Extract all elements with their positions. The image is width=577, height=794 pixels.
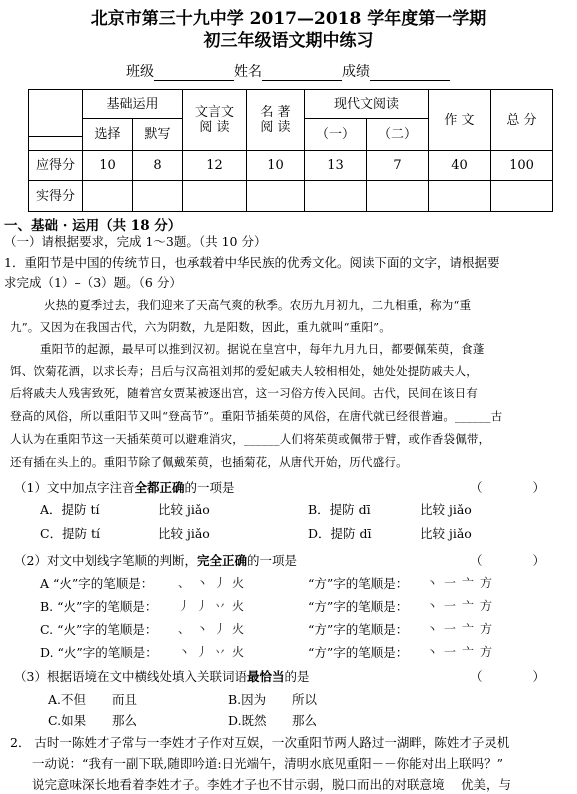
answer-bracket[interactable]: （ ） bbox=[470, 553, 546, 568]
got-cell[interactable] bbox=[491, 181, 553, 212]
option-d-fang-label: “方”字的笔顺是： bbox=[308, 645, 409, 660]
option-a-fang-label: “方”字的笔顺是： bbox=[308, 576, 409, 591]
option-c-2: 比较 jiǎo bbox=[158, 526, 210, 541]
option-c[interactable]: C. “火”字的笔顺是： bbox=[40, 622, 158, 637]
due-cell: 10 bbox=[83, 151, 133, 181]
header-famous: 名 著 阅 读 bbox=[247, 90, 305, 151]
q1-2-stem: （2）对文中划线字笔顺的判断，完全正确的一项是 bbox=[14, 553, 297, 568]
table-corner bbox=[29, 90, 83, 137]
got-cell[interactable] bbox=[133, 181, 183, 212]
q1-stem-line1: 1．重阳节是中国的传统节日，也承载着中华民族的优秀文化。阅读下面的文字，请根据要 bbox=[4, 255, 500, 270]
subsection-heading: （一）请根据要求，完成 1～3题。（共 10 分） bbox=[4, 234, 267, 249]
option-a-2: 比较 jiǎo bbox=[158, 502, 210, 517]
due-cell: 12 bbox=[183, 151, 247, 181]
option-a[interactable]: A.不但 bbox=[48, 692, 87, 707]
option-b-2: 比较 jiǎo bbox=[420, 502, 472, 517]
stroke-order-fire: 丶丿丷火 bbox=[178, 645, 251, 659]
got-cell[interactable] bbox=[183, 181, 247, 212]
passage-line: 饵、饮菊花酒，以求长寿；吕后与汉高祖刘邦的爱妃戚夫人较相相处，她处处提防戚夫人， bbox=[10, 364, 478, 378]
option-a[interactable]: A “火”字的笔顺是： bbox=[40, 576, 154, 591]
row-got-label: 实得分 bbox=[29, 181, 83, 212]
stroke-order-fire: 丿丿丷火 bbox=[178, 599, 251, 613]
due-cell: 13 bbox=[305, 151, 367, 181]
header-total: 总 分 bbox=[491, 90, 553, 151]
header-classical: 文言文 阅 读 bbox=[183, 90, 247, 151]
option-b[interactable]: B．提防 dī bbox=[308, 502, 371, 517]
option-d-2: 那么 bbox=[292, 713, 318, 728]
header-dictation: 默写 bbox=[133, 119, 183, 151]
passage-line: 登高的风俗，所以重阳节又叫“登高节”。重阳节插茱萸的风俗，在唐代就已经很普遍。______古 bbox=[10, 409, 503, 423]
q1-1-stem: （1）文中加点字注音全都正确的一项是 bbox=[14, 480, 235, 495]
name-field[interactable] bbox=[262, 65, 342, 81]
q2-line: 一动说：“我有一副下联,随即吟道:日光端午，清明水底见重阳－－你能对出上联吗？” bbox=[32, 756, 503, 771]
due-cell: 10 bbox=[247, 151, 305, 181]
option-b[interactable]: B. “火”字的笔顺是： bbox=[40, 599, 158, 614]
passage-line: 火热的夏季过去，我们迎来了天高气爽的秋季。农历九月初九，二九相重，称为“重 bbox=[44, 298, 472, 312]
row-due-label: 应得分 bbox=[29, 151, 83, 181]
header-essay: 作 文 bbox=[429, 90, 491, 151]
got-cell[interactable] bbox=[429, 181, 491, 212]
stroke-order-fire: 、丶丿火 bbox=[178, 576, 251, 590]
header-modern-1: （一） bbox=[305, 119, 367, 151]
due-cell: 7 bbox=[367, 151, 429, 181]
info-line bbox=[126, 61, 450, 81]
got-cell[interactable] bbox=[305, 181, 367, 212]
due-cell: 40 bbox=[429, 151, 491, 181]
passage-line: 人认为在重阳节这一天插茱萸可以避难消灾，______人们将茱萸或佩带于臂，或作香袋佩带， bbox=[10, 432, 491, 446]
passage-line: 九”。又因为在我国古代，六为阴数，九是阳数，因此，重九就叫“重阳”。 bbox=[10, 320, 391, 334]
option-d[interactable]: D．提防 dī bbox=[308, 526, 372, 541]
option-c-2: 那么 bbox=[112, 713, 138, 728]
q2-line: 说完意味深长地看着李姓才子。李姓才子也不甘示弱，脱口而出的对联意境 优美，与 bbox=[32, 777, 511, 792]
class-field[interactable] bbox=[154, 65, 234, 81]
option-d[interactable]: D.既然 bbox=[228, 713, 267, 728]
option-c[interactable]: C．提防 tí bbox=[40, 526, 101, 541]
q2-line: 2． 古时一陈姓才子常与一李姓才子作对互娱，一次重阳节两人路过一湖畔，陈姓才子灵机 bbox=[10, 735, 510, 750]
passage-line: 还有插在头上的。重阳节除了佩戴茱萸，也插菊花，从唐代开始，历代盛行。 bbox=[10, 455, 408, 469]
passage-line: 后将戚夫人残害致死，随着宫女贾某被逐出宫，这一习俗方传入民间。古代，民间在该日有 bbox=[10, 386, 478, 400]
class-label: 班级 bbox=[126, 64, 154, 80]
option-d-2: 比较 jiǎo bbox=[420, 526, 472, 541]
got-cell[interactable] bbox=[247, 181, 305, 212]
stroke-order-fang: 丶一亠方 bbox=[426, 576, 499, 590]
score-label: 成绩 bbox=[342, 64, 370, 80]
q1-stem-line2: 求完成（1）–（3）题。（6 分） bbox=[4, 275, 182, 290]
page-subtitle: 初三年级语文期中练习 bbox=[203, 31, 374, 51]
got-cell[interactable] bbox=[83, 181, 133, 212]
section-heading: 一、基础 · 运用（共 18 分） bbox=[4, 218, 182, 234]
option-b-2: 所以 bbox=[292, 692, 318, 707]
stroke-order-fang: 丶一亠方 bbox=[426, 645, 499, 659]
stroke-order-fang: 丶一亠方 bbox=[426, 599, 499, 613]
due-cell: 8 bbox=[133, 151, 183, 181]
option-d[interactable]: D. “火”字的笔顺是： bbox=[40, 645, 158, 660]
got-cell[interactable] bbox=[367, 181, 429, 212]
score-table bbox=[28, 89, 553, 212]
table-corner-lower bbox=[29, 137, 83, 151]
option-c-fang-label: “方”字的笔顺是： bbox=[308, 622, 409, 637]
header-modern-2: （二） bbox=[367, 119, 429, 151]
passage-line: 重阳节的起源，最早可以推到汉初。据说在皇宫中，每年九月九日，都要佩茱萸，食蓬 bbox=[40, 342, 485, 356]
option-c[interactable]: C.如果 bbox=[48, 713, 87, 728]
score-field[interactable] bbox=[370, 65, 450, 81]
option-a-2: 而且 bbox=[112, 692, 138, 707]
stroke-order-fire: 、丶丿火 bbox=[178, 622, 251, 636]
option-a[interactable]: A．提防 tí bbox=[40, 502, 100, 517]
answer-bracket[interactable]: （ ） bbox=[470, 480, 546, 495]
option-b-fang-label: “方”字的笔顺是： bbox=[308, 599, 409, 614]
header-basic: 基础运用 bbox=[83, 90, 183, 119]
page-title: 北京市第三十九中学 2017—2018 学年度第一学期 bbox=[90, 9, 487, 29]
stroke-order-fang: 丶一亠方 bbox=[426, 622, 499, 636]
header-modern: 现代文阅读 bbox=[305, 90, 429, 119]
answer-bracket[interactable]: （ ） bbox=[470, 669, 546, 684]
option-b[interactable]: B.因为 bbox=[228, 692, 267, 707]
name-label: 姓名 bbox=[234, 64, 262, 80]
header-choose: 选择 bbox=[83, 119, 133, 151]
q1-3-stem: （3）根据语境在文中横线处填入关联词语最恰当的是 bbox=[14, 669, 310, 684]
due-cell: 100 bbox=[491, 151, 553, 181]
